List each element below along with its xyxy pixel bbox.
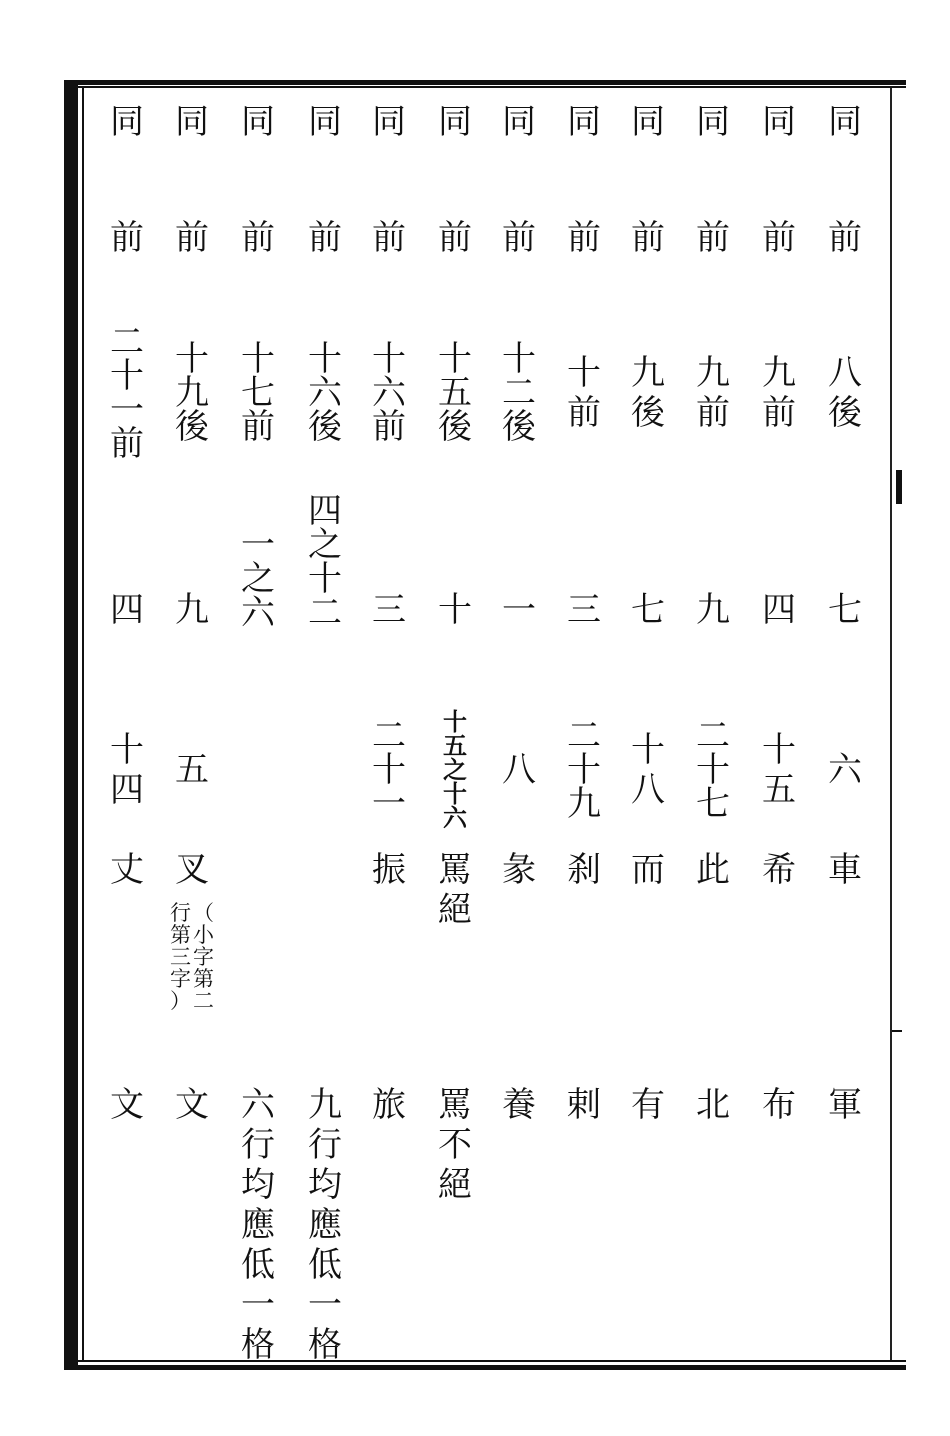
glyph: 前 (241, 407, 275, 447)
char-index-cell (364, 716, 414, 824)
glyph: 軍 (828, 1085, 862, 1125)
glyph: 同 (438, 102, 472, 142)
char-index-cell (754, 730, 804, 810)
glyph: 七 (696, 784, 730, 824)
glyph: 四 (110, 590, 144, 630)
glyph: 罵 (438, 850, 472, 890)
glyph: 八 (502, 750, 536, 790)
wrong-char-cell (167, 850, 217, 890)
page-cell (233, 339, 283, 447)
glyph: 同 (567, 102, 601, 142)
glyph: 六 (241, 593, 275, 633)
glyph: 四 (762, 590, 796, 630)
source-cell (559, 102, 609, 142)
position-cell (820, 218, 870, 258)
glyph: 前 (372, 218, 406, 258)
page-cell (623, 353, 673, 433)
glyph: 剌 (567, 1085, 601, 1125)
glyph: 字 (170, 967, 191, 991)
position-cell (364, 218, 414, 258)
source-cell (364, 102, 414, 142)
page-cell (430, 339, 480, 447)
glyph: 十 (438, 590, 472, 630)
glyph: 前 (438, 218, 472, 258)
glyph: 不 (438, 1125, 472, 1165)
glyph: 前 (175, 218, 209, 258)
glyph: 彖 (502, 850, 536, 890)
source-cell (102, 102, 152, 142)
glyph: 十 (308, 339, 342, 379)
glyph: 同 (631, 102, 665, 142)
glyph: 二 (567, 716, 601, 756)
glyph: 十 (110, 356, 144, 396)
glyph: 前 (502, 218, 536, 258)
line-cell (754, 590, 804, 630)
source-cell (430, 102, 480, 142)
glyph: 一 (241, 1285, 275, 1325)
glyph: 九 (762, 353, 796, 393)
glyph: 北 (696, 1085, 730, 1125)
glyph: 丈 (110, 850, 144, 890)
glyph: 八 (631, 770, 665, 810)
note-line (193, 902, 214, 1012)
line-cell (623, 590, 673, 630)
glyph: 格 (308, 1325, 342, 1365)
margin-mark (892, 1030, 902, 1032)
wrong-char-cell (430, 850, 480, 930)
glyph: 前 (567, 393, 601, 433)
line-cell (559, 590, 609, 630)
glyph: 前 (241, 218, 275, 258)
glyph: 格 (241, 1325, 275, 1365)
glyph: 後 (308, 407, 342, 447)
page-cell (102, 322, 152, 464)
glyph: 八 (828, 353, 862, 393)
page-cell (300, 339, 350, 447)
glyph: 十 (241, 339, 275, 379)
line-cell (430, 590, 480, 630)
line-cell (820, 590, 870, 630)
correct-char-cell (559, 1085, 609, 1125)
glyph: 七 (241, 373, 275, 413)
glyph: 絕 (438, 1165, 472, 1205)
glyph: 前 (110, 424, 144, 464)
glyph: 均 (308, 1165, 342, 1205)
glyph: 十 (175, 339, 209, 379)
glyph: 同 (110, 102, 144, 142)
line-cell (494, 590, 544, 630)
char-index-cell (494, 750, 544, 790)
glyph: 十 (631, 730, 665, 770)
glyph: 四 (308, 491, 342, 531)
position-cell (430, 218, 480, 258)
correct-char-cell (102, 1085, 152, 1125)
wrong-char-cell (688, 850, 738, 890)
correct-char-cell (233, 1085, 283, 1365)
wrong-char-cell (559, 850, 609, 890)
correct-char-cell (820, 1085, 870, 1125)
correct-char-cell (623, 1085, 673, 1125)
position-cell (559, 218, 609, 258)
glyph: 同 (241, 102, 275, 142)
right-rule (890, 88, 892, 1360)
position-cell (300, 218, 350, 258)
glyph: 同 (175, 102, 209, 142)
glyph: 前 (631, 218, 665, 258)
line-cell (167, 590, 217, 630)
correct-char-cell (688, 1085, 738, 1125)
glyph: 字 (193, 945, 214, 969)
glyph: 前 (372, 407, 406, 447)
glyph: 行 (241, 1125, 275, 1165)
glyph: 四 (110, 770, 144, 810)
glyph: 九 (696, 590, 730, 630)
page-cell (559, 353, 609, 433)
glyph: 應 (241, 1205, 275, 1245)
glyph: 二 (372, 716, 406, 756)
correct-char-cell (754, 1085, 804, 1125)
errata-column (820, 0, 870, 1436)
glyph: 一 (372, 784, 406, 824)
line-cell (102, 590, 152, 630)
char-index-cell (559, 716, 609, 824)
glyph: 前 (567, 218, 601, 258)
page-cell (754, 353, 804, 433)
correct-char-cell (167, 1085, 217, 1125)
wrong-char-cell (754, 850, 804, 890)
glyph: 前 (696, 393, 730, 433)
left-inner-rule (82, 88, 84, 1360)
glyph: 五 (762, 770, 796, 810)
errata-column (233, 0, 283, 1436)
glyph: 二 (308, 593, 342, 633)
glyph: 之 (443, 755, 467, 784)
glyph: 六 (372, 373, 406, 413)
glyph: 後 (828, 393, 862, 433)
glyph: 振 (372, 850, 406, 890)
glyph: （ (193, 901, 214, 925)
correct-char-cell (494, 1085, 544, 1125)
position-cell (233, 218, 283, 258)
glyph: 二 (193, 989, 214, 1013)
glyph: 同 (828, 102, 862, 142)
glyph: 十 (443, 779, 467, 808)
glyph: 叉 (175, 850, 209, 890)
char-index-cell (167, 750, 217, 790)
position-cell (167, 218, 217, 258)
glyph: 同 (762, 102, 796, 142)
position-cell (494, 218, 544, 258)
glyph: 二 (696, 716, 730, 756)
glyph: 希 (762, 850, 796, 890)
errata-column (559, 0, 609, 1436)
glyph: 行 (308, 1125, 342, 1165)
glyph: 第 (170, 923, 191, 947)
glyph: 刹 (567, 850, 601, 890)
errata-column (430, 0, 480, 1436)
source-cell (623, 102, 673, 142)
char-index-cell (102, 730, 152, 810)
glyph: 二 (110, 322, 144, 362)
left-rule (64, 80, 78, 1370)
glyph: 養 (502, 1085, 536, 1125)
glyph: 同 (308, 102, 342, 142)
glyph: 旅 (372, 1085, 406, 1125)
glyph: 十 (438, 339, 472, 379)
position-cell (688, 218, 738, 258)
glyph: 前 (762, 393, 796, 433)
glyph: 之 (241, 559, 275, 599)
glyph: 五 (438, 373, 472, 413)
errata-column (754, 0, 804, 1436)
glyph: 十 (308, 559, 342, 599)
source-cell (820, 102, 870, 142)
errata-column (494, 0, 544, 1436)
glyph: 車 (828, 850, 862, 890)
wrong-char-cell (494, 850, 544, 890)
glyph: 第 (193, 967, 214, 991)
page-cell (167, 339, 217, 447)
glyph: 均 (241, 1165, 275, 1205)
glyph: 文 (110, 1085, 144, 1125)
glyph: 十 (567, 353, 601, 393)
page-cell (820, 353, 870, 433)
line-cell (364, 590, 414, 630)
glyph: 低 (241, 1245, 275, 1285)
glyph: 十 (502, 339, 536, 379)
small-note (161, 902, 223, 1012)
errata-column (688, 0, 738, 1436)
glyph: 五 (443, 731, 467, 760)
glyph: 一 (502, 590, 536, 630)
glyph: 行 (170, 901, 191, 925)
glyph: ） (170, 989, 191, 1013)
page-cell (494, 339, 544, 447)
errata-column (364, 0, 414, 1436)
source-cell (494, 102, 544, 142)
glyph: 布 (762, 1085, 796, 1125)
glyph: 同 (696, 102, 730, 142)
glyph: 九 (175, 373, 209, 413)
line-cell (300, 491, 350, 633)
correct-char-cell (300, 1085, 350, 1365)
glyph: 之 (308, 525, 342, 565)
page-cell (688, 353, 738, 433)
glyph: 絕 (438, 890, 472, 930)
errata-column (167, 0, 217, 1436)
source-cell (754, 102, 804, 142)
glyph: 前 (308, 218, 342, 258)
glyph: 一 (110, 390, 144, 430)
glyph: 文 (175, 1085, 209, 1125)
glyph: 後 (175, 407, 209, 447)
glyph: 七 (631, 590, 665, 630)
char-index-cell (623, 730, 673, 810)
glyph: 七 (828, 590, 862, 630)
glyph: 小 (193, 923, 214, 947)
glyph: 三 (170, 945, 191, 969)
glyph: 前 (696, 218, 730, 258)
line-cell (233, 525, 283, 633)
source-cell (167, 102, 217, 142)
glyph: 罵 (438, 1085, 472, 1125)
glyph: 九 (696, 353, 730, 393)
glyph: 此 (696, 850, 730, 890)
source-cell (688, 102, 738, 142)
glyph: 應 (308, 1205, 342, 1245)
glyph: 而 (631, 850, 665, 890)
glyph: 前 (762, 218, 796, 258)
line-cell (688, 590, 738, 630)
glyph: 低 (308, 1245, 342, 1285)
glyph: 前 (828, 218, 862, 258)
glyph: 五 (175, 750, 209, 790)
glyph: 十 (110, 730, 144, 770)
glyph: 後 (631, 393, 665, 433)
source-cell (300, 102, 350, 142)
errata-column (623, 0, 673, 1436)
correct-char-cell (430, 1085, 480, 1205)
correct-char-cell (364, 1085, 414, 1125)
glyph: 十 (762, 730, 796, 770)
glyph: 二 (502, 373, 536, 413)
glyph: 有 (631, 1085, 665, 1125)
source-cell (233, 102, 283, 142)
position-cell (754, 218, 804, 258)
position-cell (102, 218, 152, 258)
wrong-char-cell (102, 850, 152, 890)
glyph: 六 (308, 373, 342, 413)
errata-column (102, 0, 152, 1436)
glyph: 同 (502, 102, 536, 142)
margin-mark (896, 470, 902, 504)
glyph: 十 (443, 707, 467, 736)
page-cell (364, 339, 414, 447)
wrong-char-cell (364, 850, 414, 890)
glyph: 九 (631, 353, 665, 393)
errata-column (300, 0, 350, 1436)
glyph: 十 (696, 750, 730, 790)
wrong-char-cell (623, 850, 673, 890)
glyph: 一 (241, 525, 275, 565)
glyph: 同 (372, 102, 406, 142)
glyph: 十 (372, 750, 406, 790)
position-cell (623, 218, 673, 258)
glyph: 十 (372, 339, 406, 379)
glyph: 九 (175, 590, 209, 630)
char-index-cell (430, 707, 480, 832)
char-index-cell (688, 716, 738, 824)
wrong-char-cell (820, 850, 870, 890)
glyph: 六 (443, 803, 467, 832)
glyph: 十 (567, 750, 601, 790)
glyph: 三 (372, 590, 406, 630)
note-line (170, 902, 191, 1012)
glyph: 九 (308, 1085, 342, 1125)
glyph: 後 (502, 407, 536, 447)
glyph: 三 (567, 590, 601, 630)
glyph: 九 (567, 784, 601, 824)
glyph: 六 (828, 750, 862, 790)
glyph: 六 (241, 1085, 275, 1125)
glyph: 前 (110, 218, 144, 258)
glyph: 一 (308, 1285, 342, 1325)
glyph: 後 (438, 407, 472, 447)
char-index-cell (820, 750, 870, 790)
